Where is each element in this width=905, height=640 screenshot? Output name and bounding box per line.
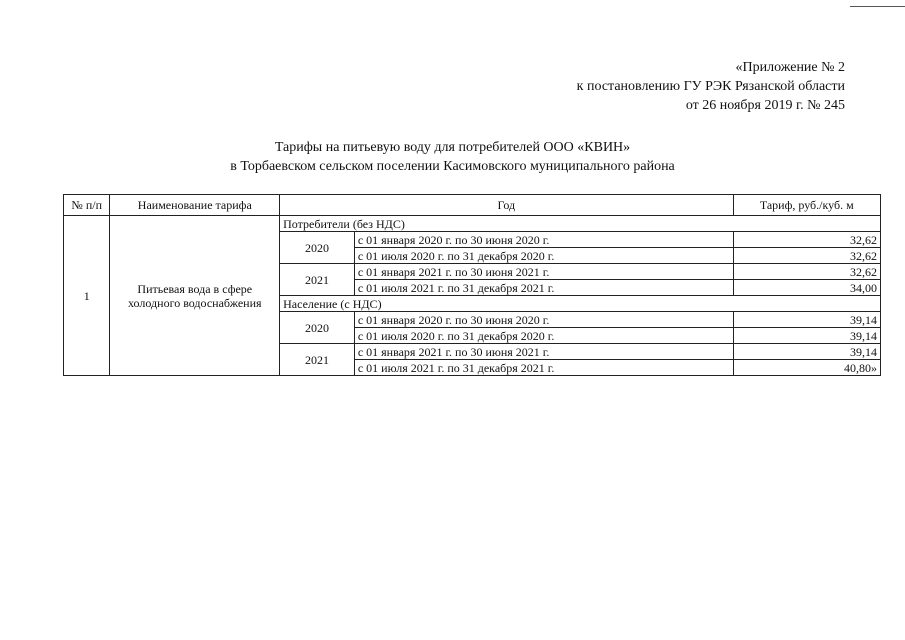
title-line-2: в Торбаевском сельском поселении Касимовского муниципального района bbox=[230, 159, 675, 174]
price-cell: 34,00 bbox=[733, 280, 880, 296]
period-cell: с 01 июля 2021 г. по 31 декабря 2021 г. bbox=[354, 360, 733, 376]
period-cell: с 01 января 2020 г. по 30 июня 2020 г. bbox=[354, 312, 733, 328]
year-cell: 2020 bbox=[280, 312, 355, 344]
year-cell: 2021 bbox=[280, 344, 355, 376]
group-label: Население (с НДС) bbox=[280, 296, 881, 312]
tariff-table bbox=[63, 194, 881, 376]
period-cell: с 01 января 2021 г. по 30 июня 2021 г. bbox=[354, 264, 733, 280]
document-title bbox=[0, 138, 905, 176]
title-line-1: Тарифы на питьевую воду для потребителей ООО «КВИН» bbox=[274, 140, 631, 155]
year-cell: 2020 bbox=[280, 232, 355, 264]
header-num: № п/п bbox=[64, 195, 110, 216]
period-cell: с 01 января 2020 г. по 30 июня 2020 г. bbox=[354, 232, 733, 248]
appendix-header bbox=[577, 58, 845, 115]
price-cell: 40,80» bbox=[733, 360, 880, 376]
header-year: Год bbox=[280, 195, 733, 216]
table-header-row bbox=[64, 195, 881, 216]
tariff-name: Питьевая вода в сфере холодного водоснабжения bbox=[110, 216, 280, 376]
appendix-line-3: от 26 ноября 2019 г. № 245 bbox=[685, 98, 845, 113]
group-label: Потребители (без НДС) bbox=[280, 216, 881, 232]
price-cell: 39,14 bbox=[733, 312, 880, 328]
row-number: 1 bbox=[64, 216, 110, 376]
price-cell: 32,62 bbox=[733, 232, 880, 248]
header-price: Тариф, руб./куб. м bbox=[733, 195, 880, 216]
price-cell: 39,14 bbox=[733, 328, 880, 344]
year-cell: 2021 bbox=[280, 264, 355, 296]
period-cell: с 01 июля 2020 г. по 31 декабря 2020 г. bbox=[354, 328, 733, 344]
appendix-line-1: «Приложение № 2 bbox=[735, 60, 845, 75]
header-name: Наименование тарифа bbox=[110, 195, 280, 216]
price-cell: 32,62 bbox=[733, 264, 880, 280]
top-edge-mark bbox=[850, 6, 905, 7]
group-row-consumers bbox=[64, 216, 881, 232]
period-cell: с 01 июля 2020 г. по 31 декабря 2020 г. bbox=[354, 248, 733, 264]
period-cell: с 01 июля 2021 г. по 31 декабря 2021 г. bbox=[354, 280, 733, 296]
period-cell: с 01 января 2021 г. по 30 июня 2021 г. bbox=[354, 344, 733, 360]
price-cell: 32,62 bbox=[733, 248, 880, 264]
appendix-line-2: к постановлению ГУ РЭК Рязанской области bbox=[576, 79, 845, 94]
price-cell: 39,14 bbox=[733, 344, 880, 360]
